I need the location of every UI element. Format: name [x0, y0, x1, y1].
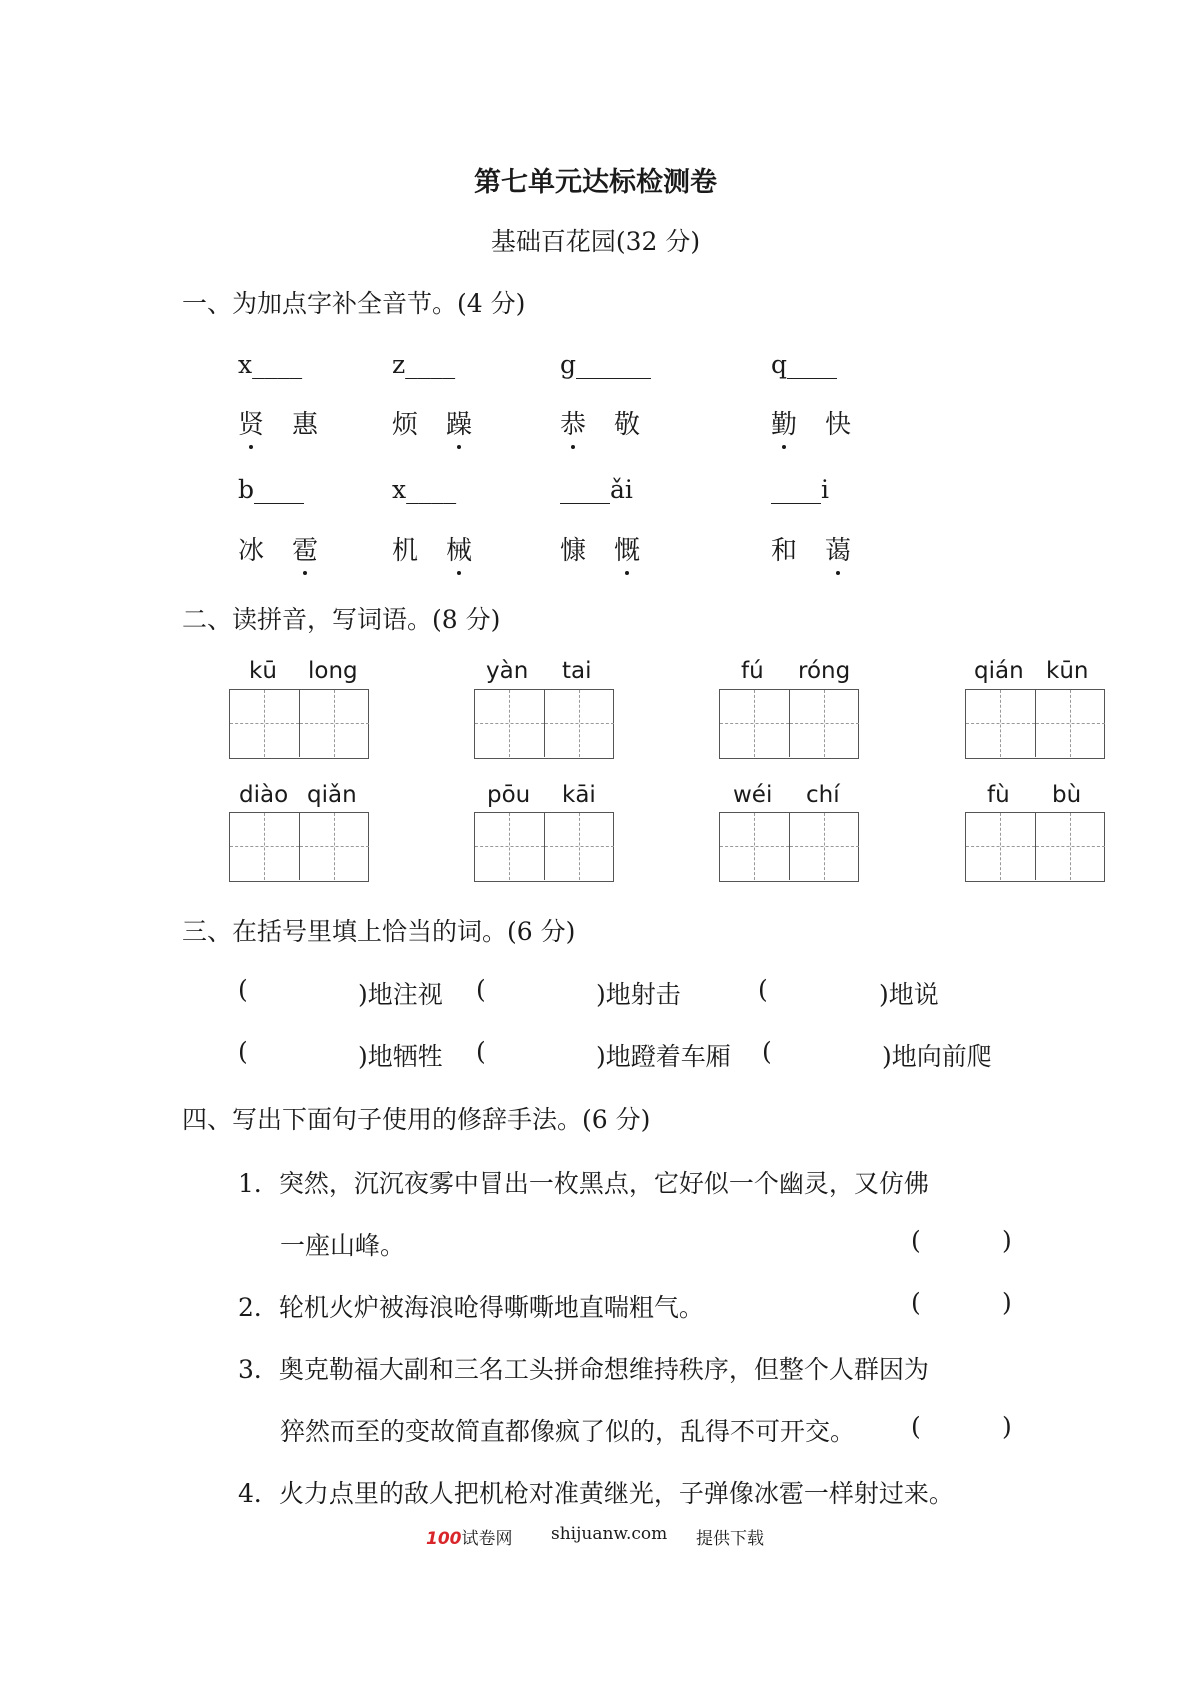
section4-heading: 四、写出下面句子使用的修辞手法。(6 分) [182, 1105, 651, 1134]
writing-grid[interactable] [229, 812, 369, 882]
word [238, 404, 318, 441]
dotted-char: 雹 [292, 530, 318, 567]
word [771, 404, 851, 441]
pinyin-label: kāi [562, 782, 596, 808]
fill-blank-suffix[interactable]: )地射击 [596, 980, 681, 1009]
fill-blank-suffix[interactable]: )地注视 [358, 980, 443, 1009]
word [560, 404, 640, 441]
pinyin-blank[interactable]: q____ [771, 350, 838, 379]
writing-grid[interactable] [719, 812, 859, 882]
grid-cell[interactable] [790, 690, 859, 757]
answer-paren-open[interactable]: ( [911, 1288, 921, 1317]
grid-cell[interactable] [300, 813, 369, 880]
pinyin-label: bù [1052, 782, 1082, 808]
pinyin-label: qiǎn [307, 782, 357, 808]
pinyin-blank[interactable]: b____ [238, 475, 305, 504]
dotted-char: 恭 [560, 404, 586, 441]
grid-cell[interactable] [1036, 813, 1105, 880]
writing-grid[interactable] [474, 812, 614, 882]
word [771, 530, 851, 567]
footer-brand [426, 1524, 513, 1549]
pinyin-label: yàn [486, 658, 529, 684]
pinyin-label: pōu [487, 782, 531, 808]
question-4: 4．火力点里的敌人把机枪对准黄继光，子弹像冰雹一样射过来。 [238, 1479, 954, 1508]
word [560, 530, 640, 567]
writing-grid[interactable] [965, 812, 1105, 882]
dotted-char: 勤 [771, 404, 797, 441]
fill-blank-suffix[interactable]: )地向前爬 [882, 1042, 992, 1071]
question-3-line2: 猝然而至的变故简直都像疯了似的，乱得不可开交。 [280, 1417, 856, 1446]
grid-cell[interactable] [230, 690, 300, 757]
dotted-char: 贤 [238, 404, 264, 441]
writing-grid[interactable] [965, 689, 1105, 759]
pinyin-label: kūn [1046, 658, 1089, 684]
pinyin-blank[interactable]: x____ [238, 350, 303, 379]
char: 烦 [392, 410, 419, 440]
grid-cell[interactable] [720, 690, 790, 757]
word [392, 530, 472, 567]
open-paren: ( [758, 975, 768, 1004]
grid-cell[interactable] [966, 813, 1036, 880]
char: 冰 [238, 536, 265, 566]
open-paren: ( [238, 1037, 248, 1066]
answer-paren-close: ) [1002, 1288, 1012, 1317]
section2-heading: 二、读拼音，写词语。(8 分) [182, 605, 501, 634]
pinyin-label: fù [987, 782, 1010, 808]
writing-grid[interactable] [719, 689, 859, 759]
pinyin-label: tai [562, 658, 592, 684]
fill-blank-suffix[interactable]: )地说 [879, 980, 939, 1009]
char: 慷 [560, 536, 587, 566]
word [238, 530, 318, 567]
footer-url[interactable]: shijuanw.com [551, 1524, 668, 1544]
pinyin-label: qián [974, 658, 1024, 684]
char: 快 [825, 410, 852, 440]
grid-cell[interactable] [545, 690, 614, 757]
section1-heading: 一、为加点字补全音节。(4 分) [182, 289, 526, 318]
dotted-char: 械 [446, 530, 472, 567]
grid-cell[interactable] [475, 690, 545, 757]
open-paren: ( [238, 975, 248, 1004]
pinyin-label: fú [741, 658, 764, 684]
open-paren: ( [476, 975, 486, 1004]
question-1-line2: 一座山峰。 [280, 1231, 406, 1260]
word [392, 404, 472, 441]
grid-cell[interactable] [720, 813, 790, 880]
page-subtitle: 基础百花园(32 分) [490, 227, 701, 256]
pinyin-label: kū [249, 658, 277, 684]
site-name: 试卷网 [461, 1529, 513, 1549]
pinyin-blank[interactable]: ____ǎi [560, 475, 633, 504]
grid-cell[interactable] [790, 813, 859, 880]
dotted-char: 蔼 [825, 530, 851, 567]
char: 机 [392, 536, 419, 566]
pinyin-blank[interactable]: z____ [392, 350, 456, 379]
question-3-line1: 3．奥克勒福大副和三名工头拼命想维持秩序，但整个人群因为 [238, 1355, 929, 1384]
char: 惠 [292, 410, 319, 440]
pinyin-blank[interactable]: x____ [392, 475, 457, 504]
grid-cell[interactable] [475, 813, 545, 880]
char: 敬 [614, 410, 641, 440]
fill-blank-suffix[interactable]: )地牺牲 [358, 1042, 443, 1071]
answer-paren-open[interactable]: ( [911, 1412, 921, 1441]
writing-grid[interactable] [474, 689, 614, 759]
dotted-char: 慨 [614, 530, 640, 567]
pinyin-blank[interactable]: g______ [560, 350, 652, 379]
footer-note: 提供下载 [696, 1529, 764, 1549]
open-paren: ( [762, 1037, 772, 1066]
grid-cell[interactable] [300, 690, 369, 757]
open-paren: ( [476, 1037, 486, 1066]
question-1-line1: 1．突然，沉沉夜雾中冒出一枚黑点，它好似一个幽灵，又仿佛 [238, 1169, 929, 1198]
pinyin-label: chí [806, 782, 840, 808]
pinyin-blank[interactable]: ____i [771, 475, 829, 504]
pinyin-label: wéi [733, 782, 773, 808]
pinyin-label: róng [798, 658, 851, 684]
dotted-char: 躁 [446, 404, 472, 441]
grid-cell[interactable] [966, 690, 1036, 757]
section3-heading: 三、在括号里填上恰当的词。(6 分) [182, 917, 576, 946]
grid-cell[interactable] [1036, 690, 1105, 757]
site-logo: 100 [426, 1529, 462, 1549]
fill-blank-suffix[interactable]: )地蹬着车厢 [596, 1042, 731, 1071]
page-title: 第七单元达标检测卷 [474, 167, 717, 198]
answer-paren-open[interactable]: ( [911, 1226, 921, 1255]
pinyin-label: diào [239, 782, 289, 808]
pinyin-label: long [308, 658, 358, 684]
char: 和 [771, 536, 798, 566]
grid-cell[interactable] [230, 813, 300, 880]
writing-grid[interactable] [229, 689, 369, 759]
question-2: 2．轮机火炉被海浪呛得嘶嘶地直喘粗气。 [238, 1293, 704, 1322]
grid-cell[interactable] [545, 813, 614, 880]
answer-paren-close: ) [1002, 1226, 1012, 1255]
answer-paren-close: ) [1002, 1412, 1012, 1441]
